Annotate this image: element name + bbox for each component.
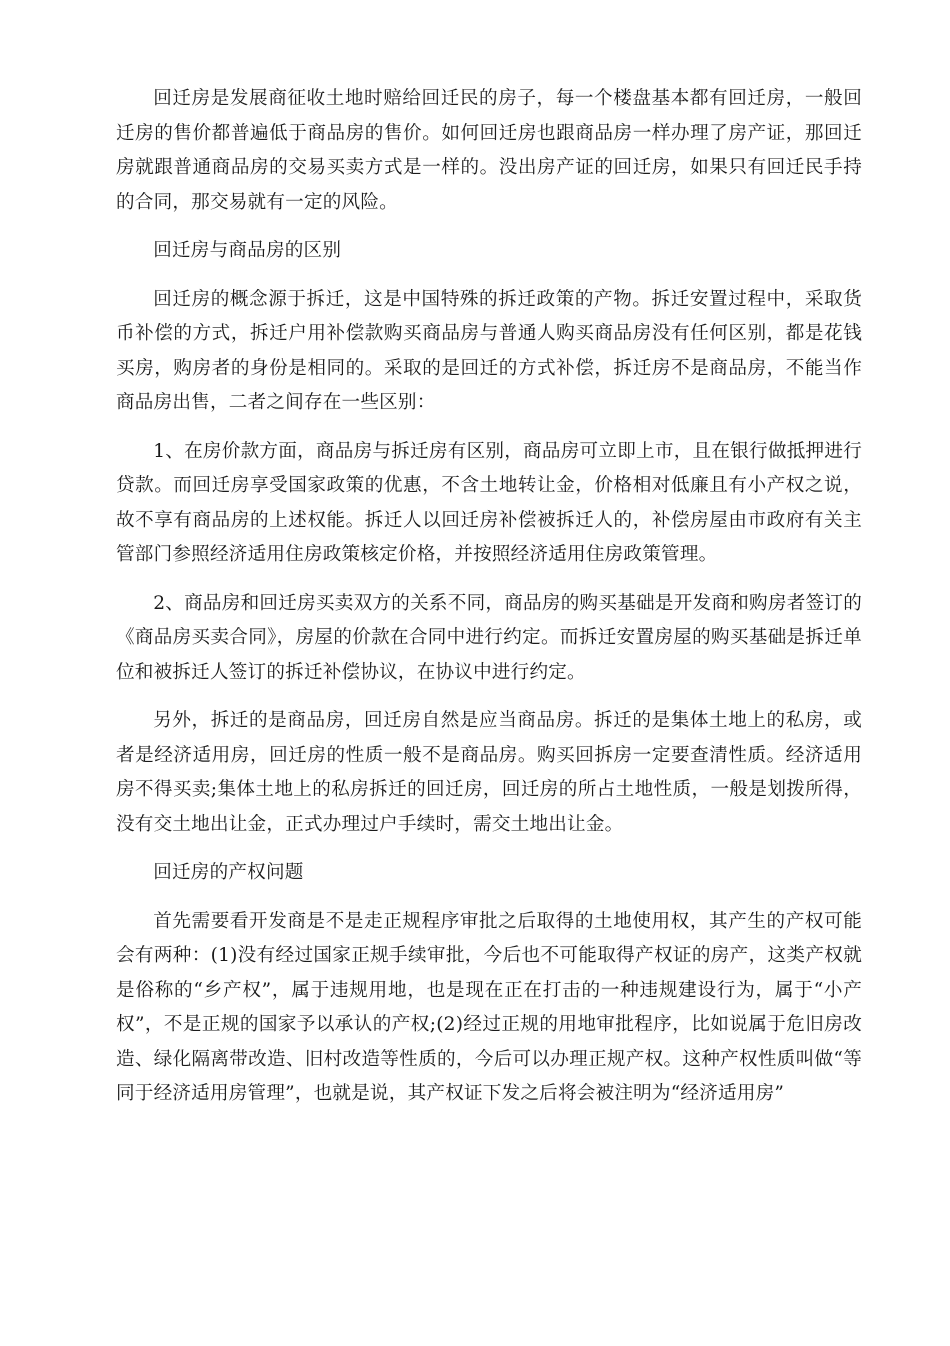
- paragraph-property-rights: 首先需要看开发商是不是走正规程序审批之后取得的土地使用权，其产生的产权可能会有两种：(1)没有经过国家正规手续审批，今后也不可能取得产权证的房产，这类产权就是俗称的“乡产权”，属于违规用地，也是现在正在打击的一种违规建设行为，属于“小产权”，不是正规的国家予以承认的产权;(2)经过正规的用地审批程序，比如说属于危旧房改造、绿化隔离带改造、旧村改造等性质的，今后可以办理正规产权。这种产权性质叫做“等同于经济适用房管理”，也就是说，其产权证下发之后将会被注明为“经济适用房”: [116, 910, 862, 1104]
- paragraph-intro: 回迁房是发展商征收土地时赔给回迁民的房子，每一个楼盘基本都有回迁房，一般回迁房的售价都普遍低于商品房的售价。如何回迁房也跟商品房一样办理了房产证，那回迁房就跟普通商品房的交易买卖方式是一样的。没出房产证的回迁房，如果只有回迁民手持的合同，那交易就有一定的风险。: [116, 88, 862, 213]
- section-heading-difference: 回迁房与商品房的区别: [153, 240, 342, 261]
- document-body: [116, 82, 862, 1126]
- paragraph-concept: 回迁房的概念源于拆迁，这是中国特殊的拆迁政策的产物。拆迁安置过程中，采取货币补偿的方式，拆迁户用补偿款购买商品房与普通人购买商品房没有任何区别，都是花钱买房，购房者的身份是相同的。采取的是回迁的方式补偿，拆迁房不是商品房，不能当作商品房出售，二者之间存在一些区别：: [116, 288, 862, 413]
- paragraph-additional: 另外，拆迁的是商品房，回迁房自然是应当商品房。拆迁的是集体土地上的私房，或者是经济适用房，回迁房的性质一般不是商品房。购买回拆房一定要查清性质。经济适用房不得买卖;集体土地上的私房拆迁的回迁房，回迁房的所占土地性质，一般是划拨所得，没有交土地出让金，正式办理过户手续时，需交土地出让金。: [116, 710, 862, 835]
- section-heading-property-rights: 回迁房的产权问题: [153, 862, 304, 883]
- paragraph-point-2: 2、商品房和回迁房买卖双方的关系不同，商品房的购买基础是开发商和购房者签订的《商品房买卖合同》，房屋的价款在合同中进行约定。而拆迁安置房屋的购买基础是拆迁单位和被拆迁人签订的拆迁补偿协议，在协议中进行约定。: [116, 592, 862, 683]
- paragraph-point-1: 1、在房价款方面，商品房与拆迁房有区别，商品房可立即上市，且在银行做抵押进行贷款。而回迁房享受国家政策的优惠，不含土地转让金，价格相对低廉且有小产权之说，故不享有商品房的上述权能。拆迁人以回迁房补偿被拆迁人的，补偿房屋由市政府有关主管部门参照经济适用住房政策核定价格，并按照经济适用住房政策管理。: [116, 440, 862, 565]
